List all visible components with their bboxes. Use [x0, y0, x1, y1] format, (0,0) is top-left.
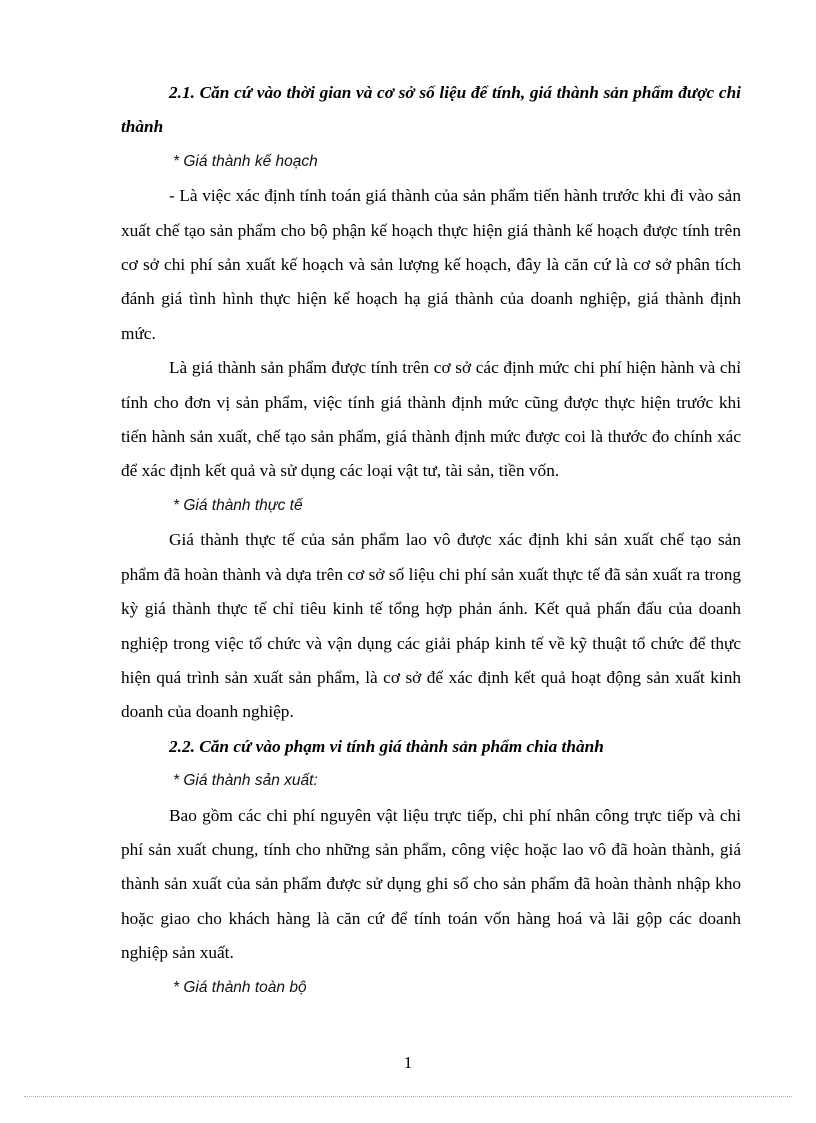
- page-number: 1: [403, 1053, 413, 1072]
- paragraph-production-cost: Bao gồm các chi phí nguyên vật liệu trực tiếp, chi phí nhân công trực tiếp và chi phí sản xuất chung, tính cho những sản phẩm, công việc hoặc lao vô đã hoàn thành, giá thành sản xuất của sản phẩm được sử dụng ghi sổ cho sản phẩm đã hoàn thành nhập kho hoặc giao cho khách hàng là căn cứ để tính toán vốn hàng hoá và lãi gộp các doanh nghiệp sản xuất.: [121, 805, 741, 963]
- subheading-actual-cost: * Giá thành thực tế: [173, 496, 303, 514]
- footer-divider: [24, 1096, 792, 1097]
- section-heading-2-2: 2.2. Căn cứ vào phạm vi tính giá thành sản phẩm chia thành: [169, 736, 604, 756]
- subheading-total-cost: * Giá thành toàn bộ: [173, 978, 307, 996]
- paragraph-actual-cost: Giá thành thực tế của sản phẩm lao vô được xác định khi sản xuất chế tạo sản phẩm đã hoàn thành và dựa trên cơ sở số liệu chi phí sản xuất thực tế đã sản xuất ra trong kỳ giá thành thực tế chỉ tiêu kinh tế tổng hợp phản ánh. Kết quả phấn đấu của doanh nghiệp trong việc tổ chức và vận dụng các giải pháp kinh tế về kỹ thuật tổ chức để thực hiện quá trình sản xuất sản phẩm, là cơ sở để xác định kết quả hoạt động sản xuất kinh doanh của doanh nghiệp.: [121, 530, 741, 722]
- subheading-planned-cost: * Giá thành kế hoạch: [173, 152, 318, 170]
- subheading-production-cost: * Giá thành sản xuất:: [173, 772, 318, 790]
- paragraph-planned-cost: - Là việc xác định tính toán giá thành của sản phẩm tiến hành trước khi đi vào sản xuất chế tạo sản phẩm cho bộ phận kế hoạch thực hiện giá thành kế hoạch được tính trên cơ sở chi phí sản xuất kế hoạch và sản lượng kế hoạch, đây là căn cứ là cơ sở phân tích đánh giá tình hình thực hiện kế hoạch hạ giá thành của doanh nghiệp, giá thành định mức.: [121, 186, 741, 343]
- page-body: [121, 76, 741, 1005]
- section-heading-2-1: 2.1. Căn cứ vào thời gian và cơ sở số liệu để tính, giá thành sản phẩm được chi thành: [121, 83, 741, 137]
- paragraph-norm-cost: Là giá thành sản phẩm được tính trên cơ sở các định mức chi phí hiện hành và chỉ tính cho đơn vị sản phẩm, việc tính giá thành định mức cũng được thực hiện trước khi tiến hành sản xuất, chế tạo sản phẩm, giá thành định mức được coi là thước đo chính xác để xác định kết quả và sử dụng các loại vật tư, tài sản, tiền vốn.: [121, 358, 741, 481]
